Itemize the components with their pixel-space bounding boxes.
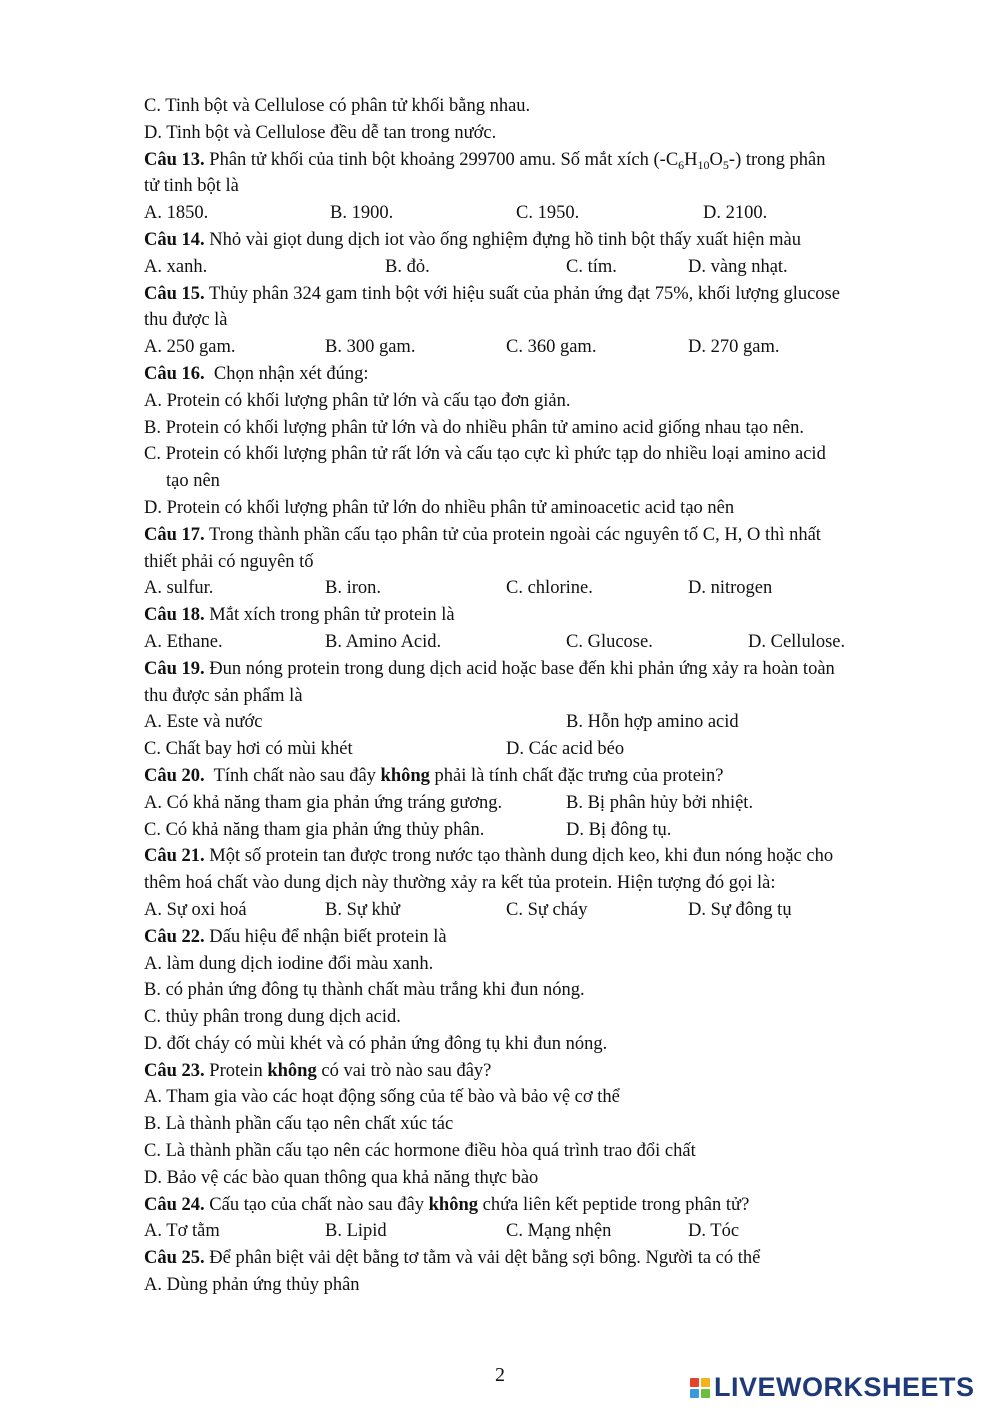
q17-option-a[interactable]: A. sulfur. <box>144 578 214 599</box>
q23-option-d[interactable]: D. Bảo vệ các bào quan thông qua khả năng thực bào <box>144 1167 539 1188</box>
q25-option-a[interactable]: A. Dùng phản ứng thủy phân <box>144 1275 360 1296</box>
q17-options <box>144 575 924 602</box>
q21-stem-line2: thêm hoá chất vào dung dịch này thường xảy ra kết tủa protein. Hiện tượng đó gọi là: <box>144 873 776 894</box>
q19-options-row2 <box>144 736 924 763</box>
q17-label: Câu 17. <box>144 524 205 545</box>
q15-options <box>144 334 924 361</box>
q21-option-d[interactable]: D. Sự đông tụ <box>688 899 792 920</box>
q18-stem: Câu 18. Mắt xích trong phân tử protein là <box>144 605 455 626</box>
q20-stem: Câu 20. Tính chất nào sau đây không phải là tính chất đặc trưng của protein? <box>144 765 724 786</box>
q14-label: Câu 14. <box>144 229 205 250</box>
q14-option-b[interactable]: B. đỏ. <box>385 256 430 277</box>
q13-stem-line2: tử tinh bột là <box>144 176 239 197</box>
q13-option-d[interactable]: D. 2100. <box>703 203 768 224</box>
q25-label: Câu 25. <box>144 1248 205 1269</box>
q24-options <box>144 1218 924 1245</box>
q23-option-a[interactable]: A. Tham gia vào các hoạt động sống của tế bào và bảo vệ cơ thể <box>144 1087 620 1108</box>
q23-option-c[interactable]: C. Là thành phần cấu tạo nên các hormone điều hòa quá trình trao đổi chất <box>144 1141 696 1162</box>
q22-option-a[interactable]: A. làm dung dịch iodine đổi màu xanh. <box>144 953 434 974</box>
worksheet-page <box>144 93 924 1299</box>
q15-option-b[interactable]: B. 300 gam. <box>325 337 416 358</box>
q23-option-b[interactable]: B. Là thành phần cấu tạo nên chất xúc tác <box>144 1114 454 1135</box>
q17-option-d[interactable]: D. nitrogen <box>688 578 773 599</box>
q18-option-c[interactable]: C. Glucose. <box>566 631 653 652</box>
q15-label: Câu 15. <box>144 283 205 304</box>
q15-option-a[interactable]: A. 250 gam. <box>144 337 236 358</box>
q19-option-d[interactable]: D. Các acid béo <box>506 739 625 760</box>
q24-stem: Câu 24. Cấu tạo của chất nào sau đây không chứa liên kết peptide trong phân tử? <box>144 1194 750 1215</box>
q14-option-d[interactable]: D. vàng nhạt. <box>688 256 788 277</box>
q17-option-b[interactable]: B. iron. <box>325 578 382 599</box>
q13-option-a[interactable]: A. 1850. <box>144 203 209 224</box>
q19-option-b[interactable]: B. Hỗn hợp amino acid <box>566 712 739 733</box>
q24-label: Câu 24. <box>144 1194 205 1215</box>
q21-option-c[interactable]: C. Sự cháy <box>506 899 588 920</box>
q20-option-a[interactable]: A. Có khả năng tham gia phản ứng tráng gương. <box>144 792 503 813</box>
q13-label: Câu 13. <box>144 149 205 170</box>
q20-options-row1 <box>144 790 924 817</box>
page-number: 2 <box>495 1364 505 1386</box>
q23-stem: Câu 23. Protein không có vai trò nào sau đây? <box>144 1060 492 1081</box>
q15-option-d[interactable]: D. 270 gam. <box>688 337 780 358</box>
q13-stem: Câu 13. Phân tử khối của tinh bột khoảng 299700 amu. Số mắt xích $(-C_6H_{10}O_5-)$ trong phân <box>144 149 826 172</box>
q18-options <box>144 629 924 656</box>
q24-option-a[interactable]: A. Tơ tằm <box>144 1221 220 1242</box>
q16-option-b[interactable]: B. Protein có khối lượng phân tử lớn và do nhiều phân tử amino acid giống nhau tạo nên. <box>144 417 805 438</box>
q25-stem: Câu 25. Để phân biệt vải dệt bằng tơ tằm và vải dệt bằng sợi bông. Người ta có thể <box>144 1248 761 1269</box>
q17-stem-line2: thiết phải có nguyên tố <box>144 551 314 572</box>
q23-label: Câu 23. <box>144 1060 205 1081</box>
q20-options-row2 <box>144 817 924 844</box>
q24-option-d[interactable]: D. Tóc <box>688 1221 740 1242</box>
q21-label: Câu 21. <box>144 846 205 867</box>
q22-label: Câu 22. <box>144 926 205 947</box>
q20-option-d[interactable]: D. Bị đông tụ. <box>566 819 672 840</box>
q16-stem: Câu 16. Chọn nhận xét đúng: <box>144 363 369 384</box>
q20-option-b[interactable]: B. Bị phân hủy bởi nhiệt. <box>566 792 754 813</box>
q24-option-b[interactable]: B. Lipid <box>325 1221 387 1242</box>
liveworksheets-logo[interactable] <box>690 1372 975 1403</box>
q18-option-d[interactable]: D. Cellulose. <box>748 631 846 652</box>
q15-option-c[interactable]: C. 360 gam. <box>506 337 597 358</box>
q14-options <box>144 254 924 281</box>
q22-stem: Câu 22. Dấu hiệu để nhận biết protein là <box>144 926 447 947</box>
q20-label: Câu 20. <box>144 765 205 786</box>
q12-option-d: D. Tinh bột và Cellulose đều dễ tan trong nước. <box>144 122 497 143</box>
q19-option-a[interactable]: A. Este và nước <box>144 712 263 733</box>
q16-option-a[interactable]: A. Protein có khối lượng phân tử lớn và cấu tạo đơn giản. <box>144 390 571 411</box>
q13-option-b[interactable]: B. 1900. <box>330 203 394 224</box>
q21-option-b[interactable]: B. Sự khử <box>325 899 401 920</box>
q14-option-a[interactable]: A. xanh. <box>144 256 208 277</box>
q18-option-b[interactable]: B. Amino Acid. <box>325 631 442 652</box>
q17-stem: Câu 17. Trong thành phần cấu tạo phân tử của protein ngoài các nguyên tố C, H, O thì nhất <box>144 524 821 545</box>
q21-options <box>144 897 924 924</box>
q15-stem: Câu 15. Thủy phân 324 gam tinh bột với hiệu suất của phản ứng đạt 75%, khối lượng glucose <box>144 283 840 304</box>
q22-option-d[interactable]: D. đốt cháy có mùi khét và có phản ứng đông tụ khi đun nóng. <box>144 1033 608 1054</box>
brand-name: LIVEWORKSHEETS <box>714 1372 975 1402</box>
q20-option-c[interactable]: C. Có khả năng tham gia phản ứng thủy phân. <box>144 819 485 840</box>
q24-option-c[interactable]: C. Mạng nhện <box>506 1221 612 1242</box>
q19-options-row1 <box>144 709 924 736</box>
q21-stem: Câu 21. Một số protein tan được trong nước tạo thành dung dịch keo, khi đun nóng hoặc cho <box>144 846 834 867</box>
q22-option-c[interactable]: C. thủy phân trong dung dịch acid. <box>144 1007 401 1028</box>
q13-option-c[interactable]: C. 1950. <box>516 203 580 224</box>
q19-label: Câu 19. <box>144 658 205 679</box>
q19-stem-line2: thu được sản phẩm là <box>144 685 303 706</box>
q19-option-c[interactable]: C. Chất bay hơi có mùi khét <box>144 739 353 760</box>
q19-stem: Câu 19. Đun nóng protein trong dung dịch acid hoặc base đến khi phản ứng xảy ra hoàn toàn <box>144 658 835 679</box>
q13-options <box>144 200 924 227</box>
q12-option-c: C. Tinh bột và Cellulose có phân tử khối bằng nhau. <box>144 96 531 116</box>
q21-option-a[interactable]: A. Sự oxi hoá <box>144 899 247 920</box>
q22-option-b[interactable]: B. có phản ứng đông tụ thành chất màu trắng khi đun nóng. <box>144 980 585 1001</box>
q18-option-a[interactable]: A. Ethane. <box>144 631 223 652</box>
q16-option-d[interactable]: D. Protein có khối lượng phân tử lớn do nhiều phân tử aminoacetic acid tạo nên <box>144 497 735 518</box>
q16-option-c-line2: tạo nên <box>166 471 220 492</box>
q15-stem-line2: thu được là <box>144 310 228 331</box>
q17-option-c[interactable]: C. chlorine. <box>506 578 593 599</box>
liveworksheets-logo-icon <box>690 1378 710 1398</box>
q18-label: Câu 18. <box>144 605 205 626</box>
q16-option-c[interactable]: C. Protein có khối lượng phân tử rất lớn và cấu tạo cực kì phức tạp do nhiều loại amino acid <box>144 444 826 465</box>
q16-label: Câu 16. <box>144 363 205 384</box>
q14-stem: Câu 14. Nhỏ vài giọt dung dịch iot vào ống nghiệm đựng hồ tinh bột thấy xuất hiện màu <box>144 229 801 250</box>
q14-option-c[interactable]: C. tím. <box>566 256 617 277</box>
